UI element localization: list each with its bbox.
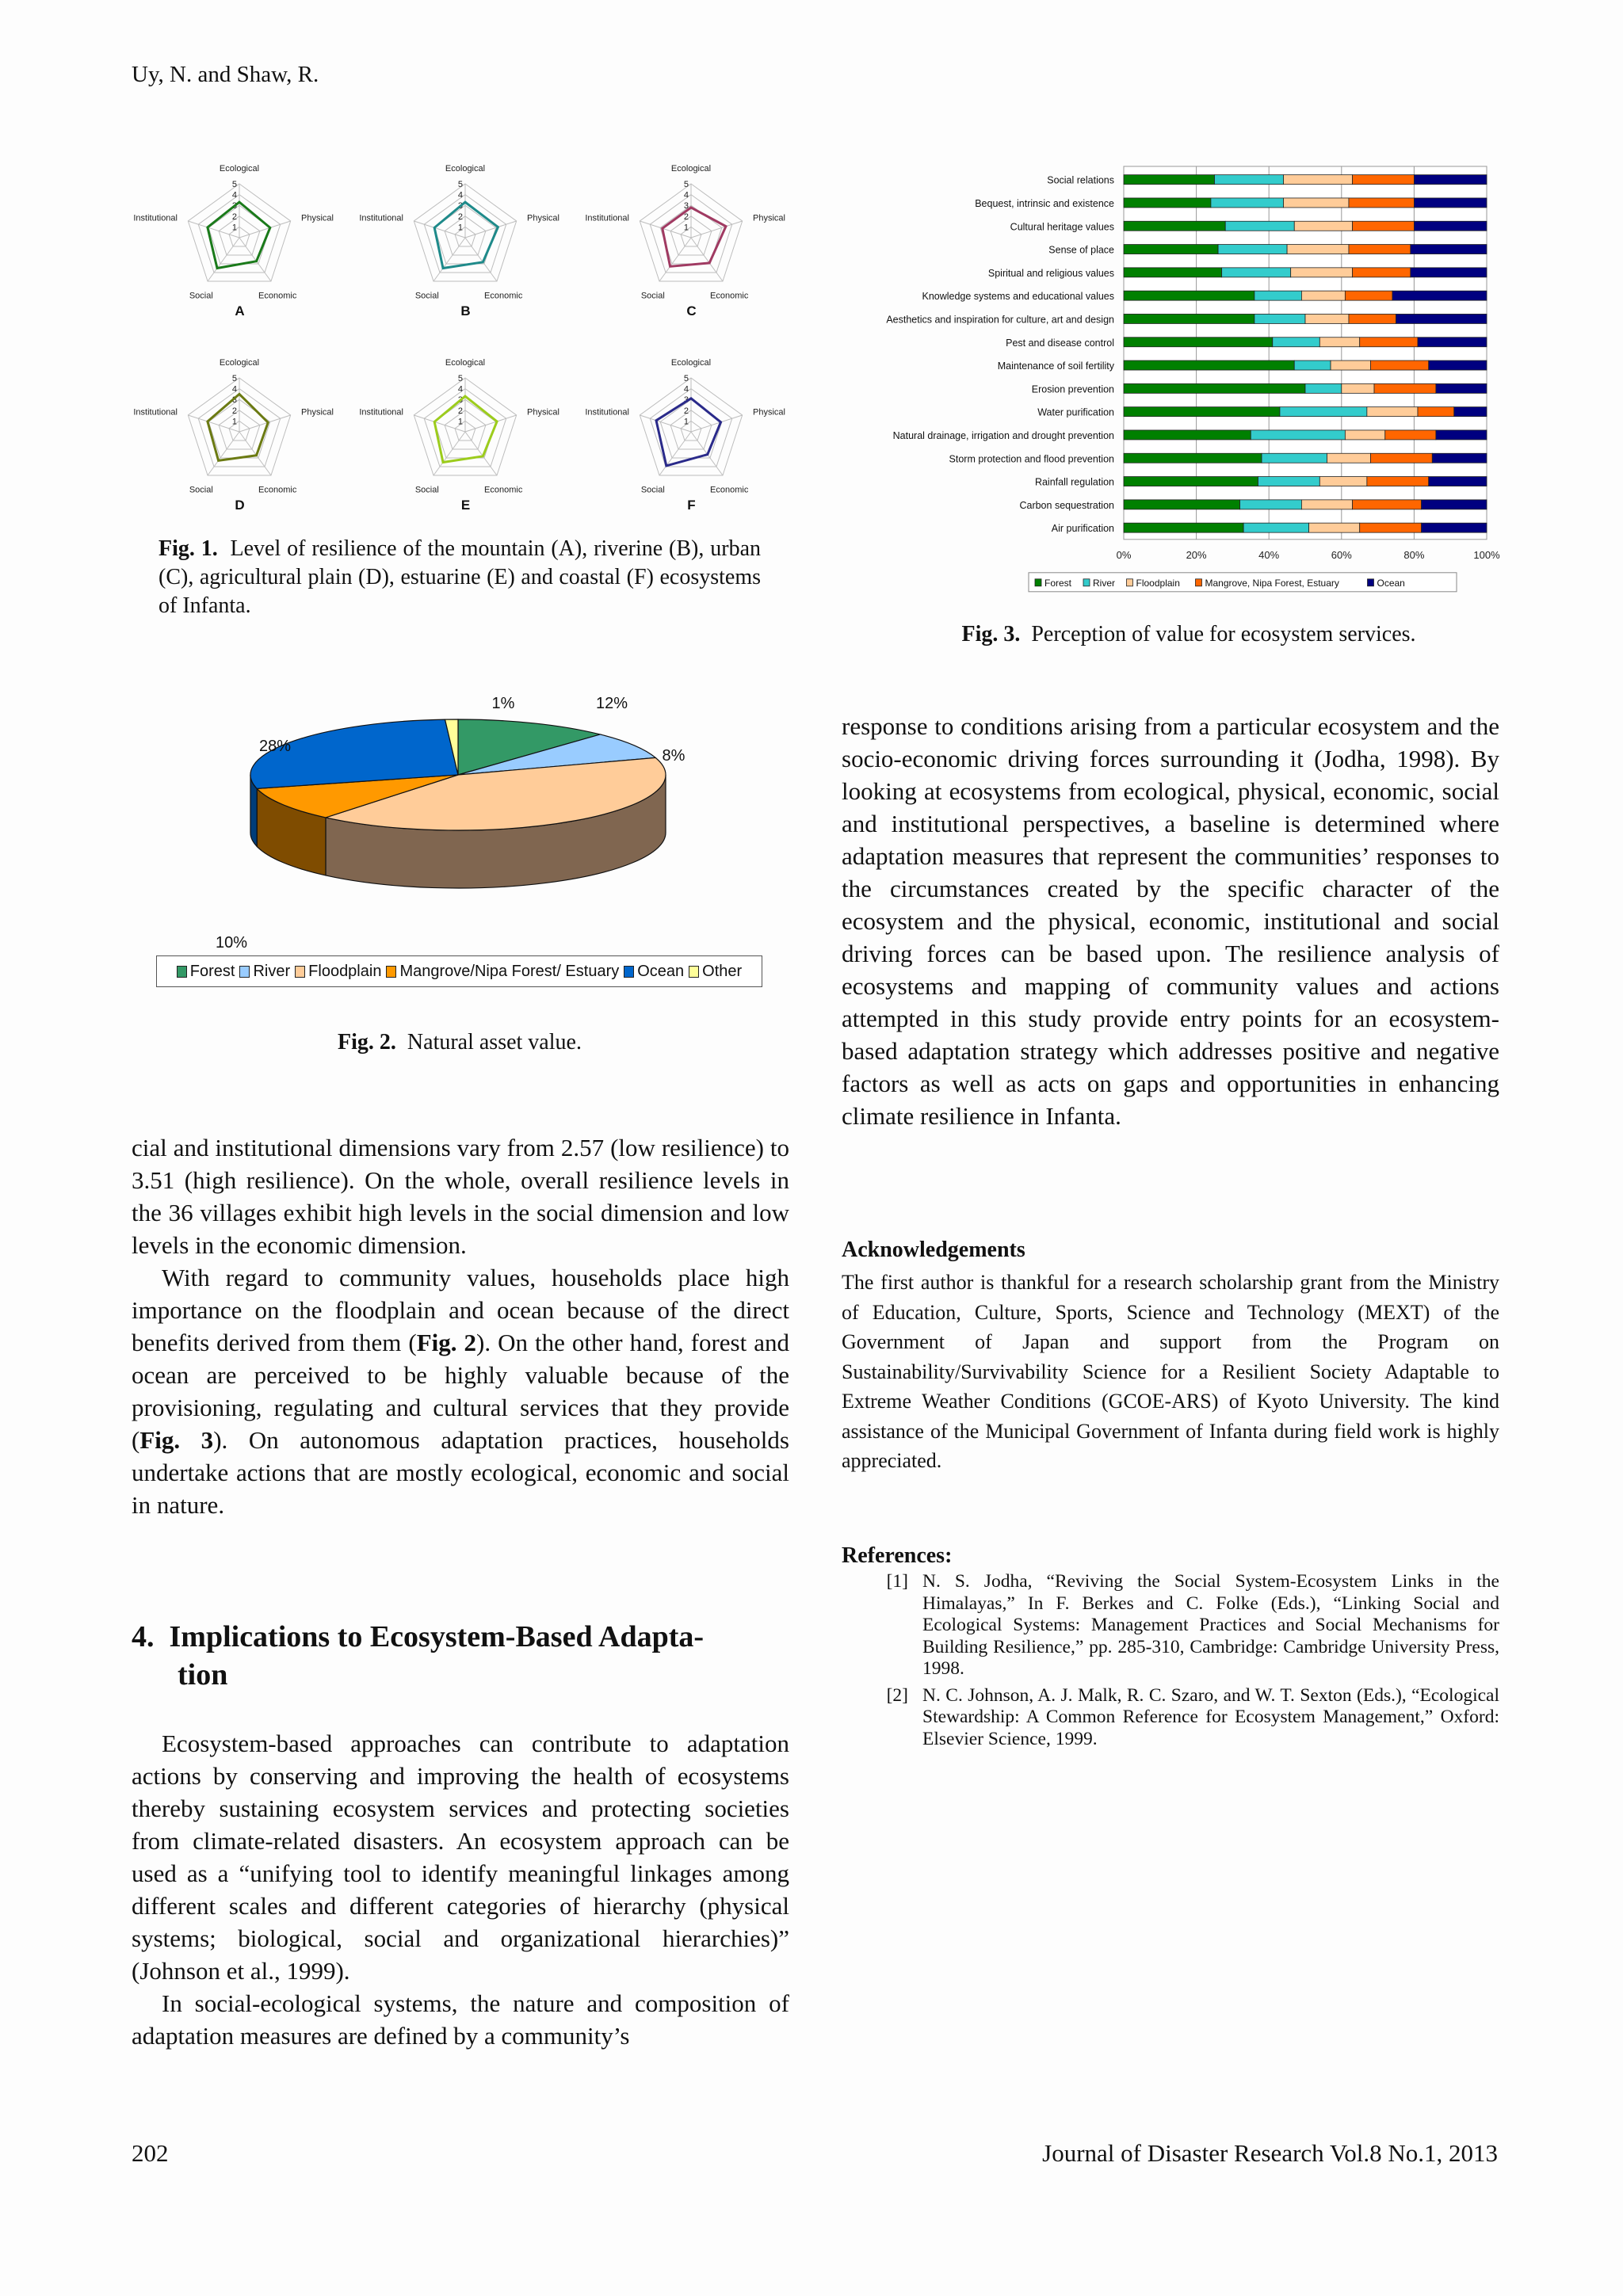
bar-segment (1367, 407, 1418, 417)
x-tick-label: 60% (1331, 548, 1352, 561)
legend-item: Mangrove/Nipa Forest/ Estuary (386, 963, 619, 981)
radar-axis-label: Ecological (670, 358, 712, 368)
radar-axis-label: Institutional (359, 407, 404, 418)
radar-axis-label: Economic (258, 291, 297, 301)
bar-segment (1124, 383, 1305, 393)
bar-segment (1124, 500, 1240, 509)
reference-item (842, 1571, 1499, 1680)
section-title-line-2: tion (178, 1658, 228, 1691)
category-label: Aesthetics and inspiration for culture, art and design (886, 314, 1114, 326)
bar-segment (1124, 245, 1218, 254)
x-tick-label: 80% (1403, 548, 1425, 561)
radar-chart-d (127, 349, 353, 523)
svg-text:2: 2 (683, 212, 689, 222)
bar-segment (1349, 314, 1396, 323)
bar-segment (1124, 453, 1262, 463)
svg-text:4: 4 (231, 190, 237, 200)
bar-segment (1349, 245, 1411, 254)
radar-chart-e (353, 349, 579, 523)
references-list (842, 1571, 1499, 1755)
paragraph: In social-ecological systems, the nature and composition of adaptation measures are defined by a community’s (132, 1989, 789, 2050)
bar-segment (1411, 268, 1487, 277)
bar-segment (1385, 430, 1436, 440)
bar-segment (1291, 268, 1353, 277)
svg-text:2: 2 (457, 406, 463, 416)
legend-item: Mangrove, Nipa Forest, Estuary (1205, 577, 1339, 589)
legend-item: Ocean (624, 963, 684, 981)
radar-panel-label: E (460, 498, 471, 513)
acknowledgements-text: The first author is thankful for a research scholarship grant from the Ministry of Education, Culture, Sports, Science and Technology (MEXT) of the Government of Japan and support from the Program on Sustainability/Survivability Science for a Resilient Society Adaptable to Extreme Weather Conditions (GCOE-ARS) of Kyoto University. The kind assistance of the Municipal Government of Infanta during field work is highly appreciated. (842, 1271, 1499, 1472)
bar-segment (1124, 268, 1222, 277)
svg-text:5: 5 (231, 374, 237, 383)
radar-axis-label: Economic (258, 485, 297, 495)
bar-segment (1414, 198, 1487, 208)
bar-segment (1454, 407, 1487, 417)
radar-axis-label: Physical (752, 213, 785, 223)
bar-segment (1222, 268, 1291, 277)
svg-text:1: 1 (683, 223, 689, 233)
radar-axis-label: Social (640, 485, 665, 495)
radar-chart-b (353, 154, 579, 329)
reference-text: N. C. Johnson, A. J. Malk, R. C. Szaro, and W. T. Sexton (Eds.), “Ecological Stewardship: A Common Reference for Ecosystem Management,” Oxford: Elsevier Science, 1999. (922, 1684, 1499, 1749)
bar-segment (1309, 523, 1360, 532)
bar-segment (1342, 383, 1374, 393)
category-label: Storm protection and flood prevention (949, 453, 1114, 465)
journal-citation: Journal of Disaster Research Vol.8 No.1, 2013 (1042, 2139, 1498, 2167)
bar-segment (1225, 221, 1294, 231)
radar-axis-label: Economic (484, 485, 523, 495)
figure-3-label: Fig. 3. (961, 622, 1021, 646)
bar-segment (1124, 291, 1254, 300)
legend-item: Forest (177, 963, 235, 981)
paragraph: Ecosystem-based approaches can contribute to adaptation actions by conserving and improving the health of ecosystems thereby sustaining ecosystem services and protecting societies from climate-related disasters. An ecosystem approach can be used as a “unifying tool to identify meaningful linkages among different scales and different categories of hierarchy (physical systems; biological, social and organizational hierarchies)” (Johnson et al., 1999). (132, 1730, 789, 1985)
bar-segment (1374, 383, 1436, 393)
bar-segment (1345, 430, 1384, 440)
legend-item: Ocean (1377, 577, 1405, 589)
radar-axis-label: Social (640, 291, 665, 301)
radar-axis-label: Social (189, 291, 213, 301)
bar-segment (1124, 523, 1243, 532)
figure-2-legend (156, 955, 762, 987)
pie-label: 1% (491, 695, 515, 712)
radar-axis-label: Ecological (219, 164, 260, 174)
category-label: Pest and disease control (1006, 337, 1114, 349)
left-column-text (132, 1131, 789, 1521)
category-label: Bequest, intrinsic and existence (975, 197, 1114, 209)
legend-item: Other (689, 963, 742, 981)
bar-segment (1305, 383, 1342, 393)
svg-text:3: 3 (457, 395, 463, 406)
bar-segment (1124, 175, 1215, 185)
category-label: Carbon sequestration (1019, 499, 1114, 511)
bar-segment (1360, 338, 1418, 347)
x-tick-label: 100% (1473, 548, 1500, 561)
radar-panel-label: F (687, 498, 696, 513)
svg-text:3: 3 (683, 201, 689, 212)
bar-segment (1353, 500, 1422, 509)
legend-item: Forest (1044, 577, 1072, 589)
svg-text:5: 5 (683, 180, 689, 189)
bar-segment (1319, 477, 1367, 486)
figure-1-caption-text: Level of resilience of the mountain (A), riverine (B), urban (C), agricultural plain (D), estuarine (E) and coastal (F) ecosystems of Infanta. (158, 536, 762, 618)
bar-segment (1414, 175, 1487, 185)
svg-text:5: 5 (457, 374, 463, 383)
radar-axis-label: Institutional (359, 213, 404, 223)
radar-axis-label: Social (414, 485, 439, 495)
bar-segment (1280, 407, 1367, 417)
bar-segment (1124, 430, 1251, 440)
svg-text:1: 1 (231, 223, 237, 233)
bar-segment (1284, 175, 1353, 185)
figure-3-caption-text: Perception of value for ecosystem services. (1031, 622, 1416, 646)
figure-1-caption (158, 535, 761, 620)
bar-segment (1124, 407, 1280, 417)
bar-segment (1429, 360, 1487, 370)
x-tick-label: 40% (1258, 548, 1280, 561)
bar-segment (1429, 477, 1487, 486)
radar-axis-label: Economic (710, 485, 749, 495)
legend-item: Floodplain (1136, 577, 1180, 589)
svg-text:1: 1 (231, 417, 237, 427)
bar-segment (1349, 198, 1414, 208)
radar-axis-label: Physical (526, 407, 559, 418)
bar-segment (1258, 477, 1319, 486)
reference-item (842, 1685, 1499, 1751)
category-label: Spiritual and religious values (987, 267, 1114, 279)
category-label: Air purification (1051, 523, 1114, 535)
bar-segment (1392, 291, 1487, 300)
bar-segment (1211, 198, 1284, 208)
bar-segment (1124, 360, 1294, 370)
text-run: ). On the other hand, forest and ocean are perceived to be highly valuable because of the provisioning, regulating and cultural services that they provide ( (132, 1329, 789, 1454)
radar-panel-label: D (235, 498, 245, 513)
svg-text:3: 3 (231, 201, 237, 212)
radar-axis-label: Physical (526, 213, 559, 223)
text-run: ). On autonomous adaptation practices, households undertake actions that are mostly ecological, economic and social in nature. (132, 1426, 789, 1519)
bar-segment (1287, 245, 1349, 254)
bar-segment (1367, 477, 1429, 486)
radar-chart-a (127, 154, 353, 329)
radar-axis-label: Physical (300, 407, 334, 418)
section-heading (132, 1618, 789, 1694)
bar-segment (1218, 245, 1287, 254)
bar-segment (1301, 291, 1345, 300)
bar-segment (1124, 314, 1254, 323)
bar-segment (1124, 338, 1273, 347)
bar-segment (1353, 175, 1415, 185)
reference-number: [2] (886, 1684, 908, 1706)
bar-segment (1370, 453, 1432, 463)
legend-swatch (386, 966, 396, 978)
bar-segment (1262, 453, 1327, 463)
radar-axis-label: Physical (752, 407, 785, 418)
bar-segment (1301, 500, 1352, 509)
bar-segment (1418, 338, 1487, 347)
radar-axis-label: Ecological (219, 358, 260, 368)
legend-swatch (689, 966, 699, 978)
legend-swatch (177, 966, 187, 978)
bar-segment (1345, 291, 1392, 300)
page-number: 202 (132, 2139, 169, 2167)
bar-segment (1432, 453, 1487, 463)
pie-label: 12% (595, 695, 628, 712)
bar-segment (1353, 268, 1411, 277)
paragraph (132, 1261, 789, 1521)
radar-axis-label: Physical (300, 213, 334, 223)
bar-segment (1254, 291, 1302, 300)
pie-label: 28% (258, 738, 292, 755)
acknowledgements-heading: Acknowledgements (842, 1238, 1025, 1262)
svg-text:1: 1 (457, 223, 463, 233)
figure-2-caption-text: Natural asset value. (407, 1030, 582, 1055)
bar-segment (1124, 221, 1225, 231)
radar-axis-label: Institutional (133, 407, 178, 418)
legend-item: River (1093, 577, 1116, 589)
bar-segment (1436, 430, 1487, 440)
legend-swatch (239, 966, 250, 978)
radar-panel-label: B (460, 303, 471, 318)
svg-text:3: 3 (231, 395, 237, 406)
bar-segment (1305, 314, 1349, 323)
bar-segment (1327, 453, 1370, 463)
category-label: Sense of place (1048, 244, 1114, 256)
bar-segment (1124, 198, 1211, 208)
radar-axis-label: Institutional (585, 407, 630, 418)
figure-1-radar-grid (127, 154, 808, 515)
svg-text:3: 3 (457, 201, 463, 212)
bar-segment (1243, 523, 1308, 532)
right-column-text (842, 710, 1499, 1132)
bar-segment (1319, 338, 1359, 347)
svg-text:2: 2 (683, 406, 689, 416)
svg-text:2: 2 (231, 212, 237, 222)
bar-segment (1294, 221, 1352, 231)
radar-chart-f (579, 349, 804, 523)
bar-segment (1251, 430, 1345, 440)
bar-segment (1414, 221, 1487, 231)
svg-text:2: 2 (231, 406, 237, 416)
reference-number: [1] (886, 1571, 908, 1592)
radar-axis-label: Ecological (445, 164, 486, 174)
radar-axis-label: Ecological (670, 164, 712, 174)
radar-axis-label: Institutional (585, 213, 630, 223)
radar-axis-label: Social (414, 291, 439, 301)
x-tick-label: 20% (1186, 548, 1207, 561)
bar-segment (1360, 523, 1422, 532)
svg-text:3: 3 (683, 395, 689, 406)
svg-text:5: 5 (231, 180, 237, 189)
svg-text:4: 4 (457, 384, 463, 395)
svg-text:4: 4 (683, 384, 689, 395)
legend-swatch (295, 966, 305, 978)
radar-axis-label: Economic (484, 291, 523, 301)
pie-label: 10% (215, 934, 248, 952)
legend-swatch (624, 966, 634, 978)
x-tick-label: 0% (1116, 548, 1132, 561)
radar-axis-label: Economic (710, 291, 749, 301)
bar-segment (1353, 221, 1415, 231)
bar-segment (1396, 314, 1487, 323)
radar-axis-label: Social (189, 485, 213, 495)
figure-2-pie-chart (143, 672, 777, 1005)
section-title-line-1: Implications to Ecosystem-Based Adapta- (169, 1620, 705, 1653)
svg-text:5: 5 (683, 374, 689, 383)
bar-segment (1240, 500, 1302, 509)
bar-segment (1294, 360, 1331, 370)
category-label: Cultural heritage values (1010, 221, 1114, 233)
section-number: 4. (132, 1620, 155, 1653)
reference-text: N. S. Jodha, “Reviving the Social System-Ecosystem Links in the Himalayas,” In F. Berkes and C. Folke (Eds.), “Linking Social and Ecological Systems: Management Practices and Social Mechanisms for Building Resilience,” pp. 285-310, Cambridge: Cambridge University Press, 1998. (922, 1571, 1499, 1679)
figure-2-reference-link[interactable]: Fig. 2 (416, 1329, 477, 1356)
section-4-text (132, 1727, 789, 2052)
category-label: Natural drainage, irrigation and drought prevention (892, 429, 1114, 441)
figure-2-caption (238, 1028, 682, 1057)
svg-text:5: 5 (457, 180, 463, 189)
category-label: Maintenance of soil fertility (997, 360, 1114, 372)
radar-panel-label: A (235, 303, 245, 318)
figure-3-caption (911, 620, 1466, 649)
bar-segment (1331, 360, 1370, 370)
radar-series (208, 202, 270, 268)
radar-series (434, 396, 497, 462)
bar-segment (1124, 477, 1258, 486)
svg-text:4: 4 (457, 190, 463, 200)
bar-segment (1370, 360, 1428, 370)
legend-item: River (239, 963, 290, 981)
category-label: Water purification (1037, 406, 1114, 418)
category-label: Social relations (1047, 174, 1114, 186)
svg-text:1: 1 (683, 417, 689, 427)
bar-segment (1422, 523, 1487, 532)
bar-segment (1215, 175, 1284, 185)
bar-segment (1422, 500, 1487, 509)
radar-axis-label: Ecological (445, 358, 486, 368)
bar-segment (1284, 198, 1349, 208)
svg-text:4: 4 (683, 190, 689, 200)
svg-text:2: 2 (457, 212, 463, 222)
bar-segment (1273, 338, 1320, 347)
figure-1-label: Fig. 1. (158, 536, 218, 561)
radar-panel-label: C (686, 303, 697, 318)
figure-3-reference-link[interactable]: Fig. 3 (139, 1426, 214, 1454)
pie-label: 8% (662, 747, 685, 765)
legend-item: Floodplain (295, 963, 381, 981)
running-head: Uy, N. and Shaw, R. (132, 62, 319, 87)
bar-segment (1411, 245, 1487, 254)
bar-segment (1436, 383, 1487, 393)
category-label: Erosion prevention (1031, 383, 1114, 395)
text-run: With regard to community values, households place high importance on the floodplain and ocean because of the direct benefits derived from them ( (132, 1264, 789, 1356)
bar-segment (1254, 314, 1305, 323)
figure-2-label: Fig. 2. (338, 1030, 396, 1055)
figure-3-stacked-bar-chart (832, 158, 1514, 602)
radar-axis-label: Institutional (133, 213, 178, 223)
paragraph: response to conditions arising from a particular ecosystem and the socio-economic driving forces surrounding it (Jodha, 1998). By looking at ecosystems from ecological, physical, economic, social and institutional perspectives, a baseline is determined where adaptation measures that represent the communities’ responses to the circumstances created by the specific character of the ecosystem and the physical, economic, institutional and social driving forces can be based upon. The resilience analysis of ecosystems and mapping of community values and actions attempted in this study provide entry points for an ecosystem-based adaptation strategy which addresses positive and negative factors as well as acts on gaps and opportunities in enhancing climate resilience in Infanta. (842, 712, 1499, 1130)
radar-chart-c (579, 154, 804, 329)
bar-segment (1418, 407, 1454, 417)
svg-text:4: 4 (231, 384, 237, 395)
category-label: Rainfall regulation (1034, 476, 1114, 488)
paragraph: cial and institutional dimensions vary from 2.57 (low resilience) to 3.51 (high resilience). On the whole, overall resilience levels in the 36 villages exhibit high levels in the social dimension and low levels in the economic dimension. (132, 1134, 789, 1259)
svg-text:1: 1 (457, 417, 463, 427)
references-heading: References: (842, 1543, 953, 1568)
category-label: Knowledge systems and educational values (922, 291, 1114, 303)
